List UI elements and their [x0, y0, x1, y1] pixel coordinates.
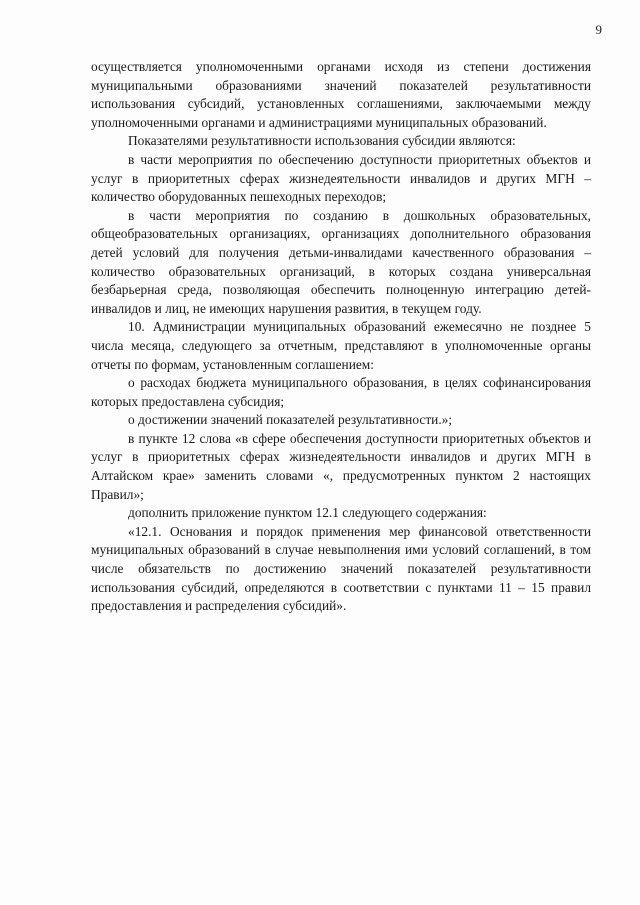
paragraph-item-12-1: «12.1. Основания и порядок применения мер финансовой ответственности муниципальных образований в случае невыполнения ими условий соглашений, в том числе обязательств по достижению значений показателей результативности использования субсидий, определяются в соответствии с пунктами 11 – 15 правил предоставления и распределения субсидий».	[91, 523, 591, 614]
paragraph-report-expenses: о расходах бюджета муниципального образования, в целях софинансирования которых предоставлена субсидия;	[91, 375, 591, 409]
paragraph-indicator-accessibility: в части мероприятия по обеспечению доступности приоритетных объектов и услуг в приоритетных сферах жизнедеятельности инвалидов и других МГН – количество оборудованных пешеходных переходов;	[91, 151, 591, 205]
paragraph-report-indicators: о достижении значений показателей результативности.»;	[128, 412, 453, 428]
page-number: 9	[595, 22, 602, 37]
paragraph-indicators-intro: Показателями результативности использования субсидии являются:	[128, 133, 516, 149]
document-body	[91, 58, 591, 616]
paragraph-continuation: осуществляется уполномоченными органами исходя из степени достижения муниципальными образованиями значений показателей результативности использования субсидий, установленных соглашениями, заключаемыми между уполномоченными органами и администрациями муниципальных образований.	[91, 59, 591, 130]
paragraph-item-12-amendment: в пункте 12 слова «в сфере обеспечения доступности приоритетных объектов и услуг в приоритетных сферах жизнедеятельности инвалидов и других МГН в Алтайском крае» заменить словами «, предусмотренных пунктом 2 настоящих Правил»;	[91, 430, 591, 502]
paragraph-addendum-intro: дополнить приложение пунктом 12.1 следующего содержания:	[128, 505, 487, 521]
paragraph-item-10: 10. Администрации муниципальных образований ежемесячно не позднее 5 числа месяца, следующего за отчетным, представляют в уполномоченные органы отчеты по формам, установленным соглашением:	[91, 319, 591, 372]
paragraph-indicator-education: в части мероприятия по созданию в дошкольных образовательных, общеобразовательных организациях, организациях дополнительного образования детей условий для получения детьми-инвалидами качественного образования – количество образовательных организаций, в которых создана универсальная безбарьерная среда, позволяющая обеспечить полноценную интеграцию детей-инвалидов и лиц, не имеющих нарушения развития, в текущем году.	[91, 207, 591, 316]
